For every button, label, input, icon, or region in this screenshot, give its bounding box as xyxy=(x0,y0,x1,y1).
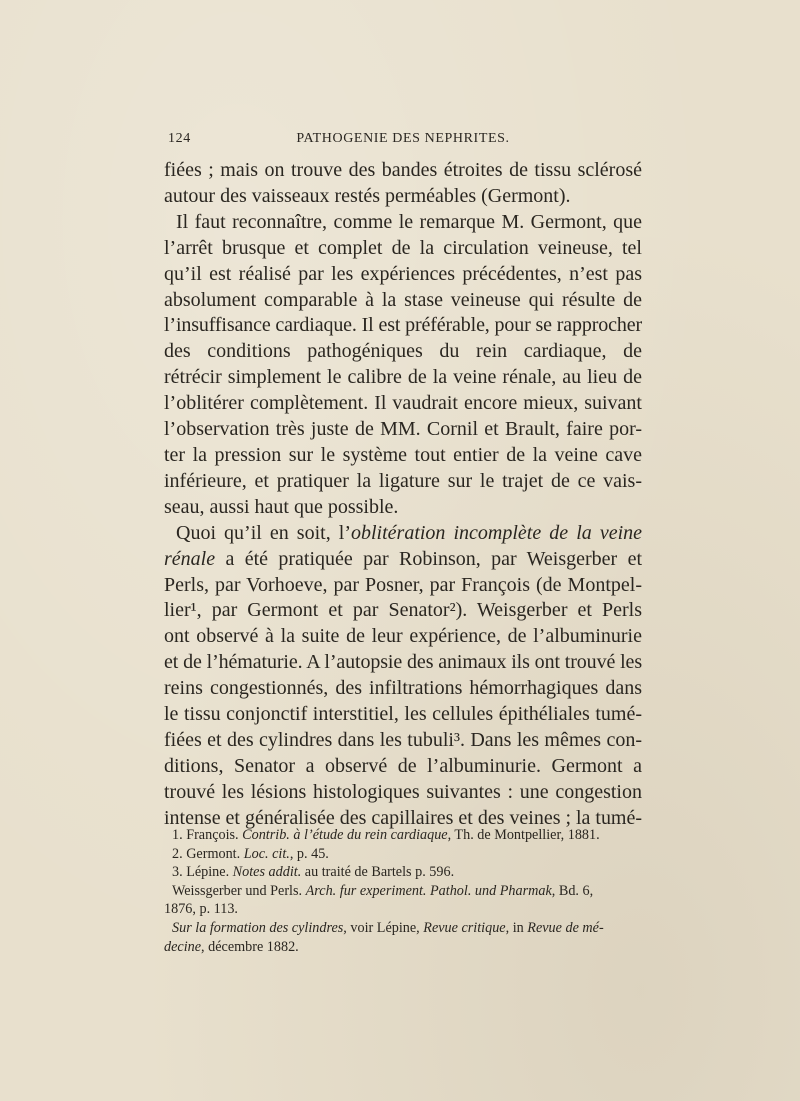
text-line xyxy=(164,521,642,547)
text-line: l’insuffisance cardiaque. Il est préférable, pour se rapprocher xyxy=(164,314,642,337)
italic-run: Sur la formation des cylindres xyxy=(172,919,344,936)
italic-run: rénale xyxy=(164,547,216,570)
paragraph-2 xyxy=(164,210,642,521)
text-run: 2. Germont. xyxy=(172,845,244,862)
text-run: Quoi qu’il en soit, l’ xyxy=(176,521,351,544)
footnote-2 xyxy=(164,845,642,864)
text-run: , Th. de Montpellier, 1881. xyxy=(447,827,600,843)
footnote-3-continued xyxy=(164,938,642,957)
text-line: lier¹, par Germont et par Senator²). Weisgerber et Perls xyxy=(164,599,642,622)
italic-run: decine xyxy=(164,938,202,955)
page-header xyxy=(168,131,638,153)
italic-run: Contrib. à l’étude du rein cardiaque xyxy=(242,827,448,843)
text-line: fiées et des cylindres dans les tubuli³. Dans les mêmes con- xyxy=(164,728,642,751)
italic-run: Notes addit. xyxy=(232,864,302,881)
text-line: seau, aussi haut que possible. xyxy=(164,495,399,518)
text-line xyxy=(164,547,642,573)
text-run: , in xyxy=(505,919,528,936)
text-line: l’arrêt brusque et complet de la circulation veineuse, tel xyxy=(164,236,642,259)
body-text xyxy=(164,158,642,832)
footnotes xyxy=(164,826,642,956)
text-line: rétrécir simplement le calibre de la veine rénale, au lieu de xyxy=(164,366,642,389)
text-line: et de l’hématurie. A l’autopsie des animaux ils ont trouvé les xyxy=(164,651,642,674)
text-line: ont observé à la suite de leur expérience, de l’albuminurie xyxy=(164,625,642,648)
text-line: le tissu conjonctif interstitiel, les cellules épithéliales tumé- xyxy=(164,703,642,726)
text-line: ditions, Senator a observé de l’albuminurie. Germont a xyxy=(164,754,642,777)
italic-run: Revue de mé- xyxy=(527,919,604,936)
text-run: , voir Lépine, xyxy=(343,919,424,936)
italic-run: oblitération incomplète de la veine xyxy=(350,521,643,544)
text-line: l’observation très juste de MM. Cornil et Brault, faire por- xyxy=(164,418,642,441)
italic-run: Loc. cit. xyxy=(243,845,290,862)
footnote-3-continued xyxy=(164,882,642,901)
text-line: l’oblitérer complètement. Il vaudrait encore mieux, suivant xyxy=(164,392,642,415)
text-run: , Bd. 6, xyxy=(551,882,594,899)
running-title: PATHOGENIE DES NEPHRITES. xyxy=(296,131,510,146)
text-run: , décembre 1882. xyxy=(201,938,299,955)
italic-run: Revue critique xyxy=(423,919,506,936)
text-run: a été pratiquée par Robinson, par Weisgerber et xyxy=(215,547,642,570)
footnote-1 xyxy=(164,826,642,845)
text-run: , p. 45. xyxy=(289,845,329,862)
footnote-3-continued xyxy=(164,919,642,938)
text-line: ter la pression sur le système tout entier de la veine cave xyxy=(164,443,642,466)
text-run: 3. Lépine. xyxy=(172,864,233,881)
text-run: Weissgerber und Perls. xyxy=(172,882,306,899)
paragraph-1 xyxy=(164,158,642,210)
paragraph-3 xyxy=(164,521,642,832)
text-line: trouvé les lésions histologiques suivantes : une congestion xyxy=(164,780,642,803)
text-run: 1876, p. 113. xyxy=(164,901,238,918)
text-line: des conditions pathogéniques du rein cardiaque, de xyxy=(164,340,642,363)
text-line: absolument comparable à la stase veineuse qui résulte de xyxy=(164,288,642,311)
text-run: au traité de Bartels p. 596. xyxy=(301,864,455,881)
text-run: 1. François. xyxy=(172,827,243,843)
text-line: Perls, par Vorhoeve, par Posner, par François (de Montpel- xyxy=(164,573,642,596)
text-line: qu’il est réalisé par les expériences précédentes, n’est pas xyxy=(164,262,642,285)
page-number: 124 xyxy=(168,131,191,146)
italic-run: Arch. fur experiment. Pathol. und Pharmak xyxy=(305,882,552,899)
text-line: Il faut reconnaître, comme le remarque M. Germont, que xyxy=(176,210,642,233)
text-line: fiées ; mais on trouve des bandes étroites de tissu sclérosé xyxy=(164,159,642,181)
text-line: inférieure, et pratiquer la ligature sur le trajet de ce vais- xyxy=(164,469,642,492)
footnote-3-continued xyxy=(164,900,642,919)
text-line: reins congestionnés, des infiltrations hémorrhagiques dans xyxy=(164,677,642,700)
text-line: intense et généralisée des capillaires et des veines ; la tumé- xyxy=(164,806,642,829)
footnote-3 xyxy=(164,863,642,882)
text-line: autour des vaisseaux restés perméables (Germont). xyxy=(164,184,571,207)
